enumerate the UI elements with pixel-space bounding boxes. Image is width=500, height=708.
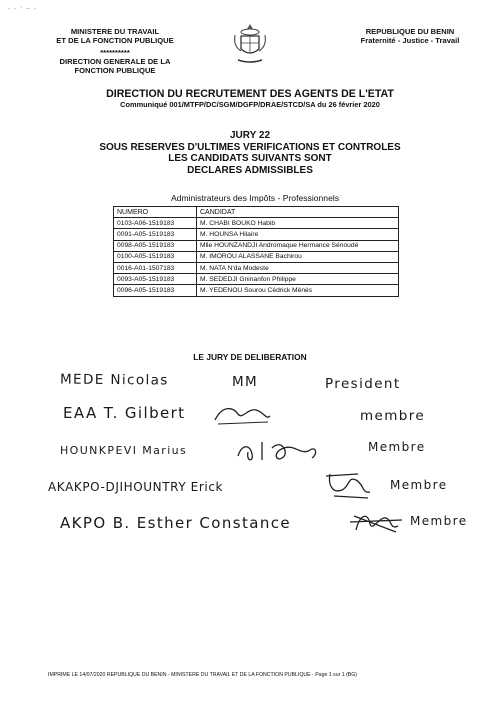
separator-stars: ********** [100,48,130,57]
signature-mark [212,402,274,428]
candidate-name: M. IMOROU ALASSANE Bachirou [197,251,399,262]
table-row [114,229,399,240]
candidate-number: 0093-A05-1519183 [114,274,197,285]
candidate-name: M. CHABI BOUKO Habib [197,218,399,229]
table-row [114,262,399,273]
republic-title: REPUBLIQUE DU BENIN [365,27,455,36]
candidate-name: M. SEDEDJI Gninanfon Philippe [197,274,399,285]
republic-motto: Fraternité - Justice - Travail [360,36,460,45]
table-row [114,274,399,285]
column-header-numero: NUMERO [114,207,197,218]
handwritten-role: President [325,376,401,392]
candidate-name: Mlle HOUNZANDJI Andromaque Hermance Sénoudé [197,240,399,251]
table-row [114,251,399,262]
jury-line: LES CANDIDATS SUIVANTS SONT [168,153,332,164]
handwritten-name: MEDE Nicolas [59,371,169,389]
candidate-number: 0091-A05-1519183 [114,229,197,240]
ministry-line: FONCTION PUBLIQUE [74,66,156,75]
signature-mark [318,468,376,502]
candidates-table [113,206,399,297]
deliberation-title: LE JURY DE DELIBERATION [193,352,307,362]
communique-reference: Communiqué 001/MTFP/DC/SGM/DGFP/DRAE/STCD/SA du 26 février 2020 [120,100,380,109]
handwritten-name: HOUNKPEVI Marius [60,444,188,457]
direction-title: DIRECTION DU RECRUTEMENT DES AGENTS DE L'ETAT [106,88,394,100]
handwritten-name: AKPO B. Esther Constance [60,514,292,532]
ministry-line: DIRECTION GENERALE DE LA [59,57,171,66]
ministry-line: MINISTERE DU TRAVAIL [70,27,160,36]
candidate-name: M. NATA N'da Modeste [197,262,399,273]
scan-mark: - - ' ~ - [8,6,38,13]
ministry-line: ET DE LA FONCTION PUBLIQUE [56,36,174,45]
signature-mark [232,436,322,468]
print-footer: IMPRIME LE 14/07/2020 REPUBLIQUE DU BENIN - MINISTERE DU TRAVAIL ET DE LA FONCTION PUBLIQUE - Page 1 sur 1 (BG) [48,672,358,678]
handwritten-initials: MM [232,374,259,390]
jury-title: JURY 22 [229,130,271,141]
handwritten-role: Membre [410,514,468,528]
column-header-candidat: CANDIDAT [197,207,399,218]
handwritten-name: EAA T. Gilbert [63,404,186,422]
republic-header [340,27,480,45]
candidate-number: 0100-A05-1519183 [114,251,197,262]
jury-line: SOUS RESERVES D'ULTIMES VERIFICATIONS ET CONTROLES [99,141,401,153]
ministry-header [40,27,190,75]
handwritten-role: Membre [390,478,448,492]
table-row [114,218,399,229]
jury-heading [40,130,460,176]
candidate-number: 0103-A06-1519183 [114,218,197,229]
candidate-name: M. YEDENOU Sourou Cédrick Mènès [197,285,399,296]
handwritten-name: AKAKPO-DJIHOUNTRY Erick [48,480,224,494]
category-title: Administrateurs des Impôts - Professionnels [170,193,340,203]
handwritten-role: membre [360,408,426,424]
candidate-name: M. HOUNSA Hilaire [197,229,399,240]
table-row [114,240,399,251]
table-row [114,285,399,296]
candidate-number: 0016-A01-1507183 [114,262,197,273]
signature-mark [346,508,408,536]
benin-coat-of-arms-emblem [232,22,268,66]
handwritten-role: Membre [368,440,426,454]
candidate-number: 0098-A05-1519183 [114,240,197,251]
table-header-row [114,207,399,218]
candidate-number: 0096-A05-1519183 [114,285,197,296]
jury-line: DECLARES ADMISSIBLES [187,164,313,176]
